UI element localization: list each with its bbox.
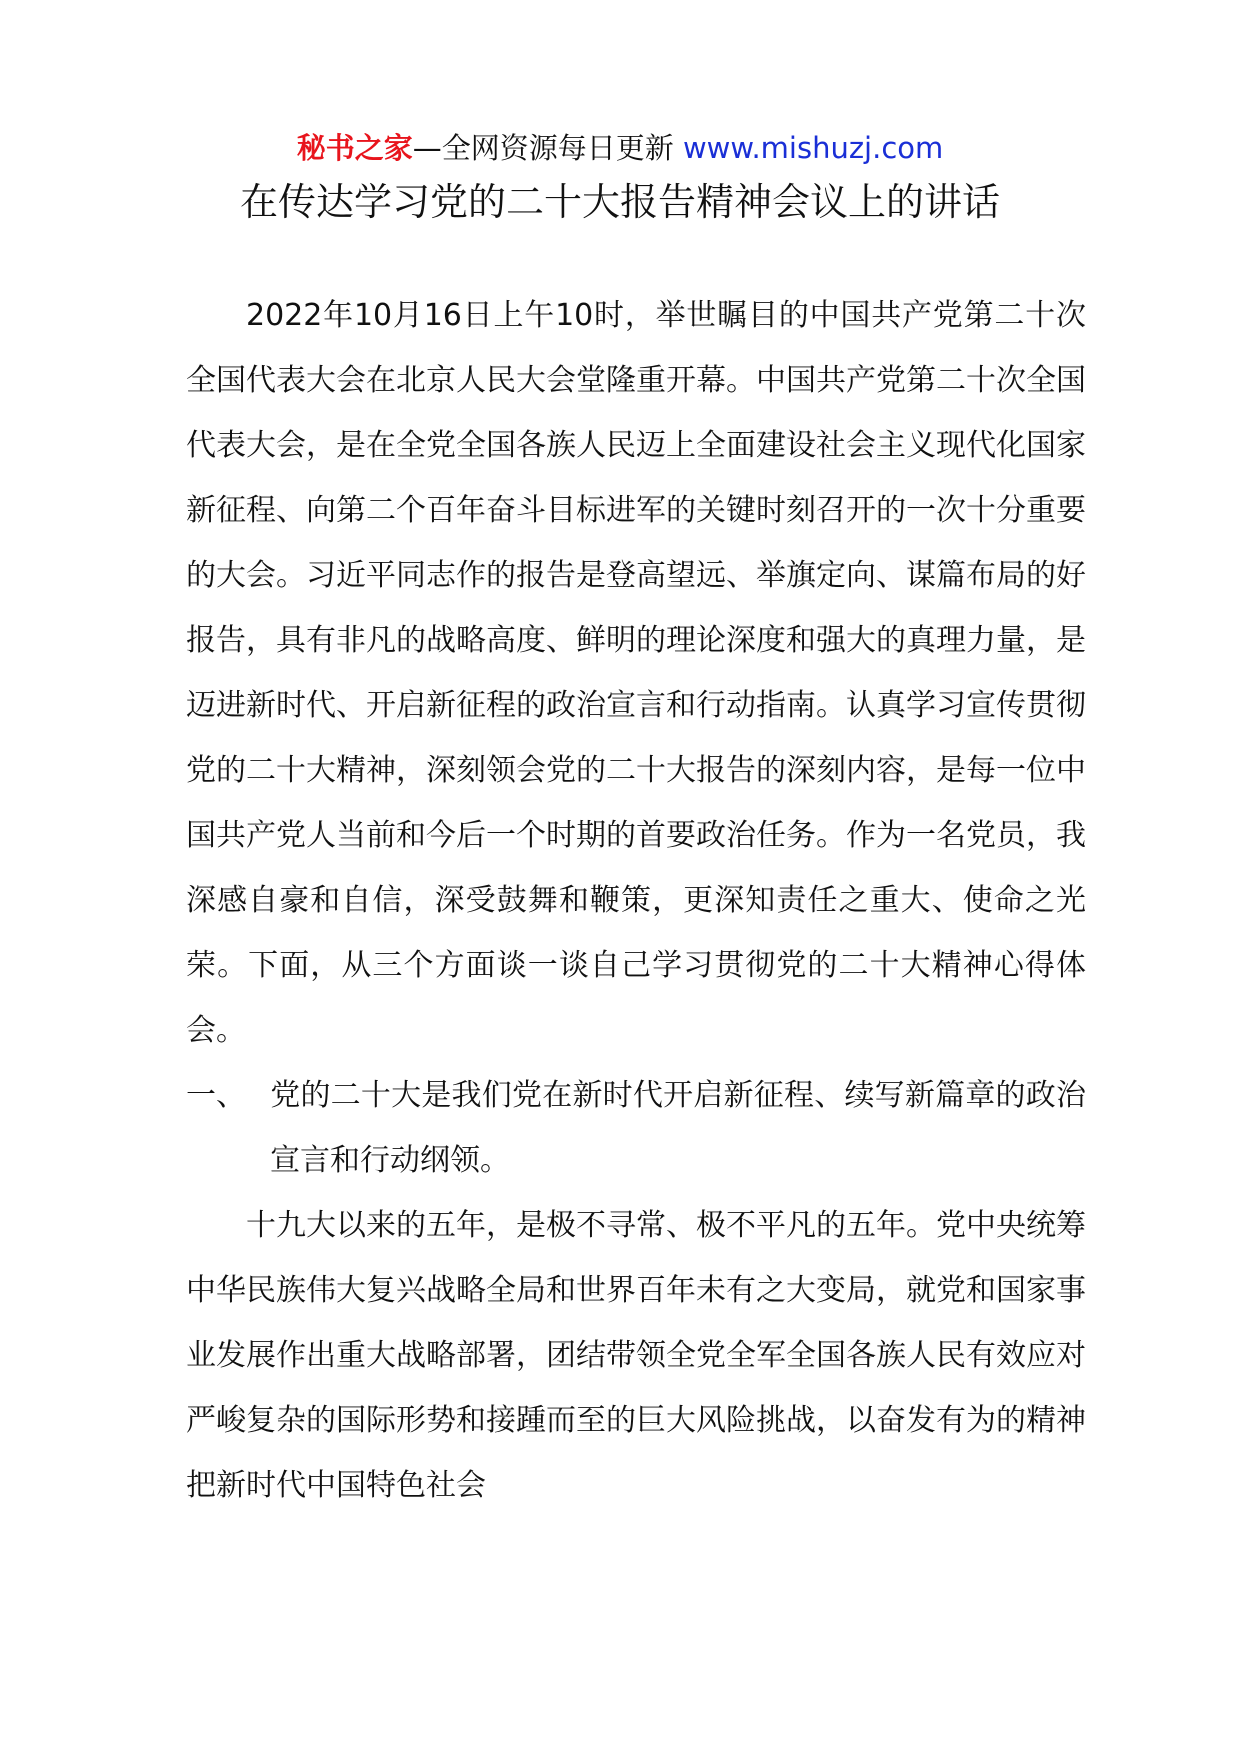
document-body bbox=[186, 283, 1086, 1518]
section-heading-text: 党的二十大是我们党在新时代开启新征程、续写新篇章的政治宣言和行动纲领。 bbox=[270, 1078, 1086, 1178]
section-heading bbox=[186, 1063, 1086, 1193]
site-header bbox=[0, 128, 1240, 168]
body-paragraph: 十九大以来的五年，是极不寻常、极不平凡的五年。党中央统筹中华民族伟大复兴战略全局和世界百年未有之大变局，就党和国家事业发展作出重大战略部署，团结带领全党全军全国各族人民有效应对严峻复杂的国际形势和接踵而至的巨大风险挑战，以奋发有为的精神把新时代中国特色社会 bbox=[186, 1208, 1086, 1503]
header-tagline: —全网资源每日更新 bbox=[412, 131, 674, 165]
site-url-link[interactable]: www.mishuzj.com bbox=[682, 131, 944, 165]
body-paragraph: 2022年10月16日上午10时，举世瞩目的中国共产党第二十次全国代表大会在北京人民大会堂隆重开幕。中国共产党第二十次全国代表大会，是在全党全国各族人民迈上全面建设社会主义现代化国家新征程、向第二个百年奋斗目标进军的关键时刻召开的一次十分重要的大会。习近平同志作的报告是登高望远、举旗定向、谋篇布局的好报告，具有非凡的战略高度、鲜明的理论深度和强大的真理力量，是迈进新时代、开启新征程的政治宣言和行动指南。认真学习宣传贯彻党的二十大精神，深刻领会党的二十大报告的深刻内容，是每一位中国共产党人当前和今后一个时期的首要政治任务。作为一名党员，我深感自豪和自信，深受鼓舞和鞭策，更深知责任之重大、使命之光荣。下面，从三个方面谈一谈自己学习贯彻党的二十大精神心得体会。 bbox=[186, 298, 1086, 1048]
document-title: 在传达学习党的二十大报告精神会议上的讲话 bbox=[239, 180, 1000, 224]
brand-name: 秘书之家 bbox=[296, 131, 413, 165]
section-number: 一、 bbox=[186, 1078, 246, 1113]
